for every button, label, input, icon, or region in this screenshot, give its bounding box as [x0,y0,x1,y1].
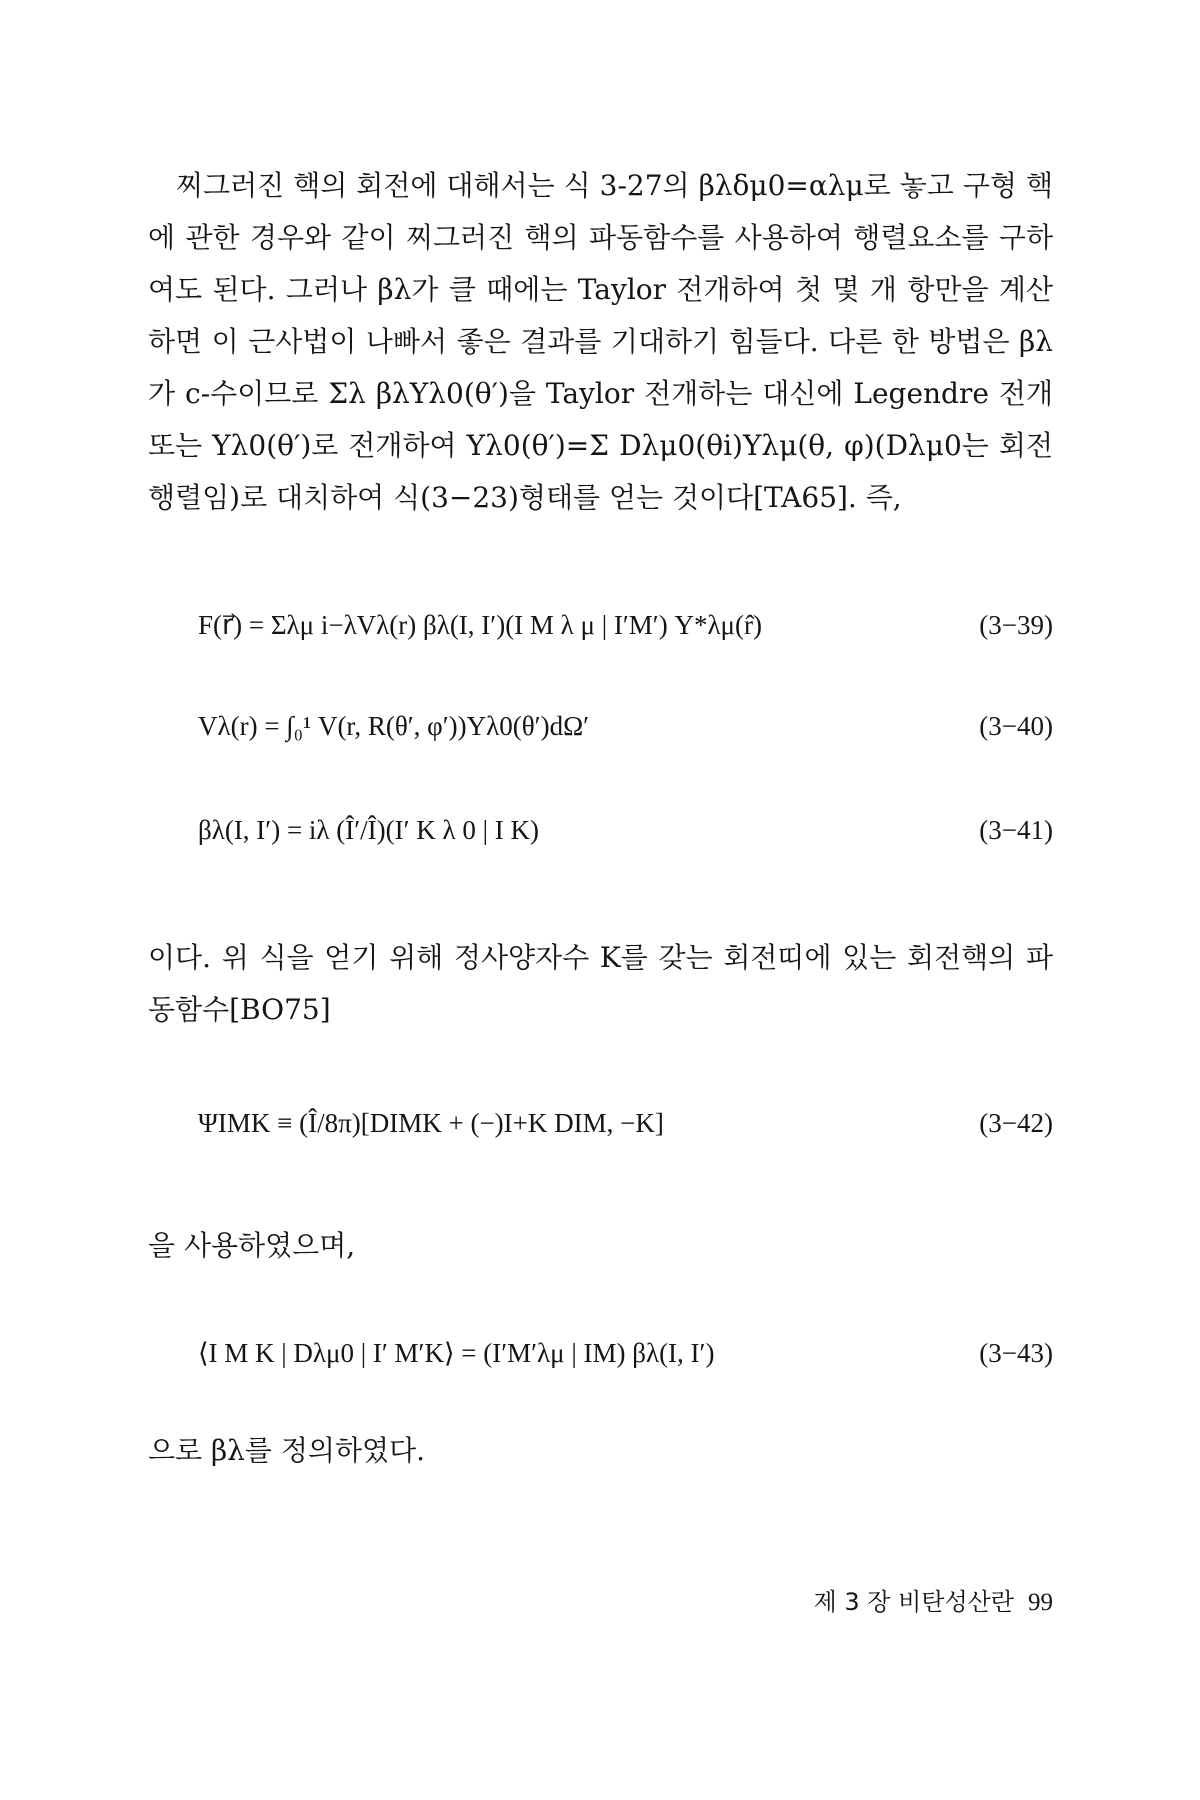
equation-number-3-41: (3−41) [979,815,1053,845]
equation-3-43: ⟨I M K | Dλμ0 | I′ M′K⟩ = (I′M′λμ | IM) βλ(I, I′) [198,1338,715,1368]
equation-3-42: ΨIMK ≡ (Î/8π)[DIMK + (−)I+K DIM, −K] [198,1108,664,1138]
equation-number-3-42: (3−42) [979,1108,1053,1138]
page-footer [700,1582,1053,1617]
chapter-title: 제 3 장 비탄성산란 [813,1588,1014,1616]
equation-number-3-40: (3−40) [979,711,1053,741]
equation-number-3-39: (3−39) [979,610,1053,640]
paragraph-used: 을 사용하였으며, [148,1229,356,1262]
equation-3-41: βλ(I, I′) = iλ (Î′/Î)(I′ K λ 0 | I K) [198,815,540,845]
paragraph-wavefunction: 이다. 위 식을 얻기 위해 정사양자수 K를 갖는 회전띠에 있는 회전핵의 파동함수[BO75] [148,941,1053,1026]
page-number: 99 [1028,1589,1053,1616]
equation-number-3-43: (3−43) [979,1338,1053,1368]
equation-3-40: Vλ(r) = ∫₀¹ V(r, R(θ′, φ′))Yλ0(θ′)dΩ′ [198,711,590,741]
equation-3-39: F(r⃗) = Σλμ i−λVλ(r) βλ(I, I′)(I M λ μ | I′M′) Y*λμ(r̂) [198,610,762,640]
paragraph-intro: 찌그러진 핵의 회전에 대해서는 식 3-27의 βλδμ0=αλμ로 놓고 구형 핵에 관한 경우와 같이 찌그러진 핵의 파동함수를 사용하여 행렬요소를 구하여도 된다. 그러나 βλ가 클 때에는 Taylor 전개하여 첫 몇 개 항만을 계산하면 이 근사법이 나빠서 좋은 결과를 기대하기 힘들다. 다른 한 방법은 βλ가 c-수이므로 Σλ βλYλ0(θ′)을 Taylor 전개하는 대신에 Legendre 전개 또는 Yλ0(θ′)로 전개하여 Yλ0(θ′)=Σ Dλμ0(θi)Yλμ(θ, φ)(Dλμ0는 회전 행렬임)로 대치하여 식(3−23)형태를 얻는 것이다[TA65]. 즉, [148,169,1053,514]
paragraph-definition: 으로 βλ를 정의하였다. [148,1434,426,1467]
